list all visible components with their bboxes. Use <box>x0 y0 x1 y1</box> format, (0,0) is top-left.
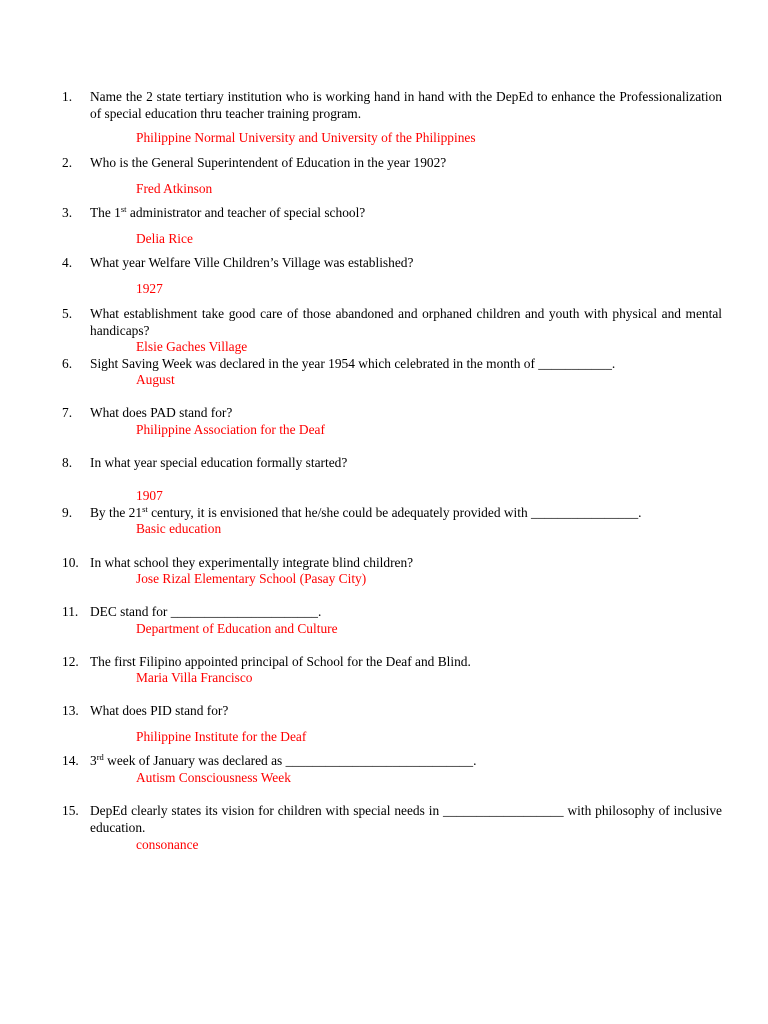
question-text: In what year special education formally started? <box>90 455 348 470</box>
item-number: 4. <box>62 255 73 270</box>
question-text: The 1st administrator and teacher of special school? <box>90 204 366 220</box>
answer-text: Delia Rice <box>136 231 193 246</box>
item-number: 11. <box>62 604 79 619</box>
item-number: 5. <box>62 306 73 321</box>
item-number: 10. <box>62 555 79 570</box>
question-text: Name the 2 state tertiary institution who is working hand in hand with the DepEd to enhance the Professionalization of special education thru teacher training program. <box>90 89 722 121</box>
question-text: What does PAD stand for? <box>90 405 233 420</box>
item-number: 15. <box>62 803 79 818</box>
question-text: DepEd clearly states its vision for children with special needs in __________________ with philosophy of inclusive education. <box>90 803 722 835</box>
answer-text: Maria Villa Francisco <box>136 670 253 685</box>
answer-text: August <box>136 372 175 387</box>
answer-text: Jose Rizal Elementary School (Pasay City) <box>136 571 367 586</box>
item-number: 7. <box>62 405 73 420</box>
item-number: 6. <box>62 356 73 371</box>
question-text: 3rd week of January was declared as ____________________________. <box>90 752 477 768</box>
answer-text: Elsie Gaches Village <box>136 339 248 354</box>
question-text: What establishment take good care of those abandoned and orphaned children and youth with physical and mental handicaps? <box>90 306 722 338</box>
item-number: 1. <box>62 89 73 104</box>
item-number: 2. <box>62 155 73 170</box>
item-number: 3. <box>62 205 73 220</box>
question-text: By the 21st century, it is envisioned that he/she could be adequately provided with ________________. <box>90 504 642 520</box>
answer-text: consonance <box>136 837 199 852</box>
question-text: What does PID stand for? <box>90 703 229 718</box>
answer-text: Philippine Normal University and University of the Philippines <box>136 130 476 145</box>
answer-text: Basic education <box>136 521 222 536</box>
item-number: 9. <box>62 505 73 520</box>
answer-text: Philippine Association for the Deaf <box>136 422 325 437</box>
item-number: 13. <box>62 703 79 718</box>
answer-text: Philippine Institute for the Deaf <box>136 729 307 744</box>
question-text: In what school they experimentally integrate blind children? <box>90 555 414 570</box>
item-number: 8. <box>62 455 73 470</box>
item-number: 14. <box>62 753 79 768</box>
item-number: 12. <box>62 654 79 669</box>
answer-text: Department of Education and Culture <box>136 621 338 636</box>
answer-text: Autism Consciousness Week <box>136 770 291 785</box>
question-text: What year Welfare Ville Children’s Village was established? <box>90 255 414 270</box>
question-text: Sight Saving Week was declared in the year 1954 which celebrated in the month of ___________. <box>90 356 616 371</box>
question-text: DEC stand for ______________________. <box>90 604 322 619</box>
answer-text: Fred Atkinson <box>136 181 213 196</box>
question-text: The first Filipino appointed principal of School for the Deaf and Blind. <box>90 654 471 669</box>
answer-text: 1927 <box>136 281 163 296</box>
answer-text: 1907 <box>136 488 163 503</box>
question-text: Who is the General Superintendent of Education in the year 1902? <box>90 155 447 170</box>
